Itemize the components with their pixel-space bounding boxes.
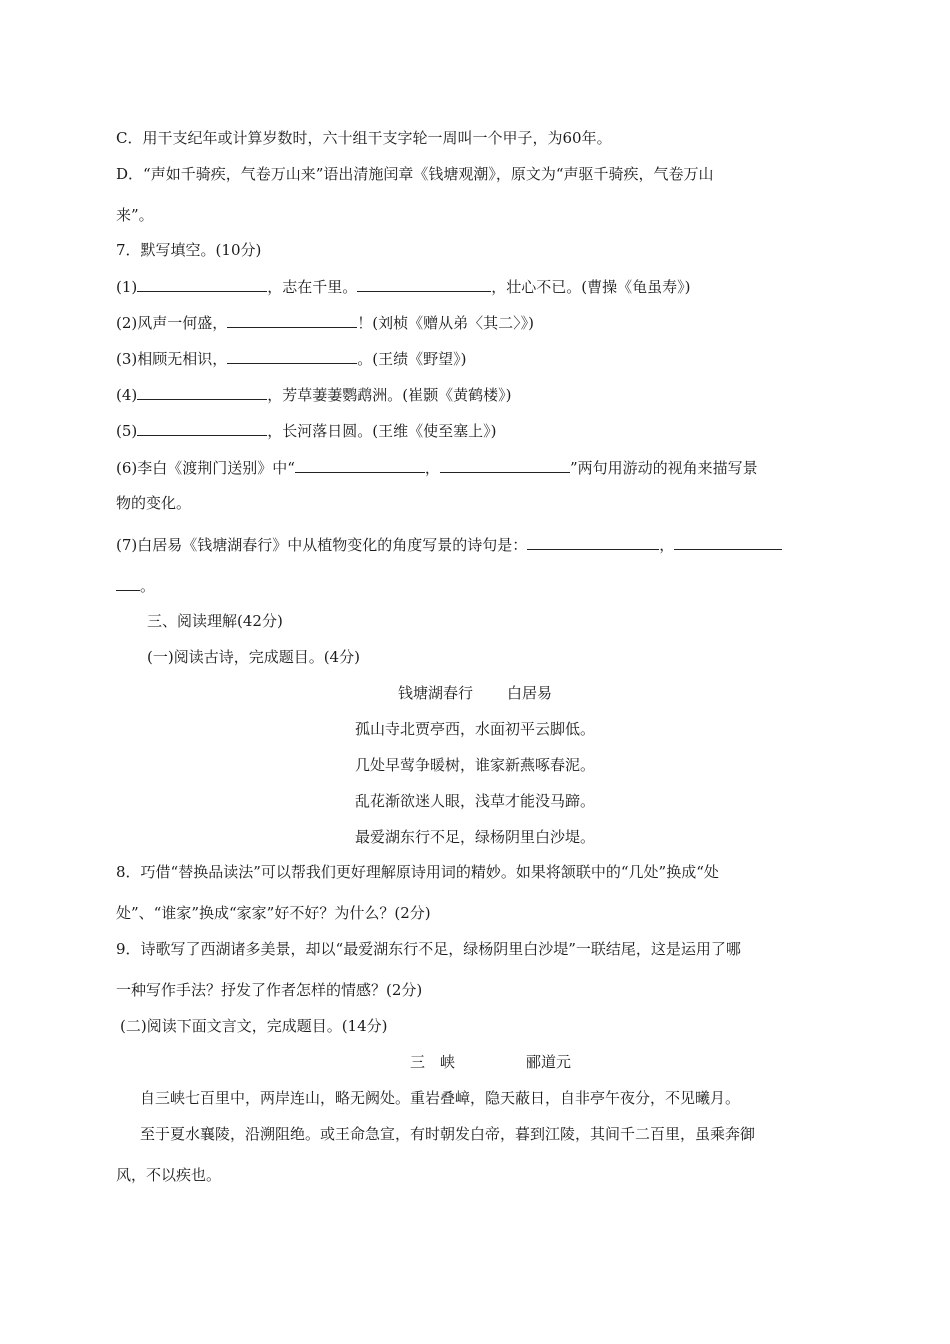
answer-blank[interactable]	[440, 457, 570, 473]
q7-7-mid: ，	[659, 536, 675, 554]
question-9-line1: 9．诗歌写了西湖诸多美景，却以“最爱湖东行不足，绿杨阴里白沙堤”一联结尾，这是运用了哪	[116, 940, 741, 958]
prose-paragraph-1: 自三峡七百里中，两岸连山，略无阙处。重岩叠嶂，隐天蔽日，自非亭午夜分，不见曦月。	[140, 1089, 741, 1107]
q7-7-prefix: (7)白居易《钱塘湖春行》中从植物变化的角度写景的诗句是：	[116, 536, 528, 554]
q7-1-mid: ，志在千里。	[267, 278, 358, 296]
poem-line-1: 孤山寺北贾亭西，水面初平云脚低。	[354, 720, 595, 738]
q7-4-prefix: (4)	[116, 386, 138, 404]
option-c: C．用干支纪年或计算岁数时，六十组干支字轮一周叫一个甲子，为60年。	[116, 129, 612, 147]
q7-7-suffix: 。	[140, 577, 156, 595]
answer-blank[interactable]	[137, 384, 267, 400]
q7-item-4	[116, 384, 511, 405]
q7-1-prefix: (1)	[116, 278, 138, 296]
q7-item-7	[116, 534, 782, 555]
subsection-1-heading: (一)阅读古诗，完成题目。(4分)	[147, 648, 360, 666]
question-7-heading: 7．默写填空。(10分)	[116, 241, 262, 259]
answer-blank[interactable]	[227, 312, 357, 328]
prose-paragraph-2-line1: 至于夏水襄陵，沿溯阻绝。或王命急宣，有时朝发白帝，暮到江陵，其间千二百里，虽乘奔御	[140, 1125, 756, 1143]
q7-6-suffix: ”两句用游动的视角来描写景	[569, 459, 758, 477]
q7-6-prefix: (6)李白《渡荆门送别》中“	[116, 459, 295, 477]
prose-title: 三 峡	[410, 1053, 456, 1071]
poem-title: 钱塘湖春行	[397, 684, 473, 702]
answer-blank[interactable]	[527, 534, 659, 550]
q7-item-6	[116, 457, 758, 478]
q7-5-suffix: ，长河落日圆。(王维《使至塞上》)	[267, 422, 497, 440]
q7-1-suffix: ，壮心不已。(曹操《龟虽寿》)	[491, 278, 691, 296]
answer-blank[interactable]	[674, 534, 782, 550]
answer-blank[interactable]	[227, 348, 357, 364]
answer-blank[interactable]	[137, 276, 267, 292]
poem-line-3: 乱花渐欲迷人眼，浅草才能没马蹄。	[354, 792, 595, 810]
poem-line-4: 最爱湖东行不足，绿杨阴里白沙堤。	[354, 828, 595, 846]
q7-6-mid: ，	[424, 459, 440, 477]
poem-author: 白居易	[507, 684, 553, 702]
prose-author: 郦道元	[526, 1053, 572, 1071]
q7-5-prefix: (5)	[116, 422, 138, 440]
option-d-line2: 来”。	[116, 206, 154, 224]
q7-item-3	[116, 348, 466, 369]
q7-item-1	[116, 276, 690, 297]
q7-item-2	[116, 312, 534, 333]
prose-paragraph-2-line2: 风，不以疾也。	[116, 1166, 222, 1184]
poem-header	[0, 683, 950, 703]
q7-item-5	[116, 420, 496, 441]
section-3-heading: 三、阅读理解(42分)	[147, 612, 283, 630]
answer-blank[interactable]	[295, 457, 425, 473]
subsection-2-heading: (二)阅读下面文言文，完成题目。(14分)	[120, 1017, 388, 1035]
q7-4-suffix: ，芳草萋萋鹦鹉洲。(崔颢《黄鹤楼》)	[267, 386, 512, 404]
answer-blank[interactable]	[357, 276, 491, 292]
q7-3-prefix: (3)相顾无相识，	[116, 350, 228, 368]
q7-2-prefix: (2)风声一何盛，	[116, 314, 228, 332]
question-9-line2: 一种写作手法？抒发了作者怎样的情感？(2分)	[116, 981, 423, 999]
q7-2-suffix: ！(刘桢《赠从弟〈其二〉》)	[357, 314, 534, 332]
answer-blank[interactable]	[116, 575, 140, 591]
option-d-line1: D．“声如千骑疾，气卷万山来”语出清施闰章《钱塘观潮》，原文为“声驱千骑疾，气卷万山	[116, 165, 714, 183]
q7-3-suffix: 。(王绩《野望》)	[357, 350, 467, 368]
q7-item-7-cont	[116, 575, 155, 596]
q7-item-6-cont: 物的变化。	[116, 494, 192, 512]
answer-blank[interactable]	[137, 420, 267, 436]
poem-line-2: 几处早莺争暖树，谁家新燕啄春泥。	[354, 756, 595, 774]
question-8-line2: 处”、“谁家”换成“家家”好不好？为什么？(2分)	[116, 904, 431, 922]
question-8-line1: 8．巧借“替换品读法”可以帮我们更好理解原诗用词的精妙。如果将颔联中的“几处”换成“处	[116, 863, 719, 881]
